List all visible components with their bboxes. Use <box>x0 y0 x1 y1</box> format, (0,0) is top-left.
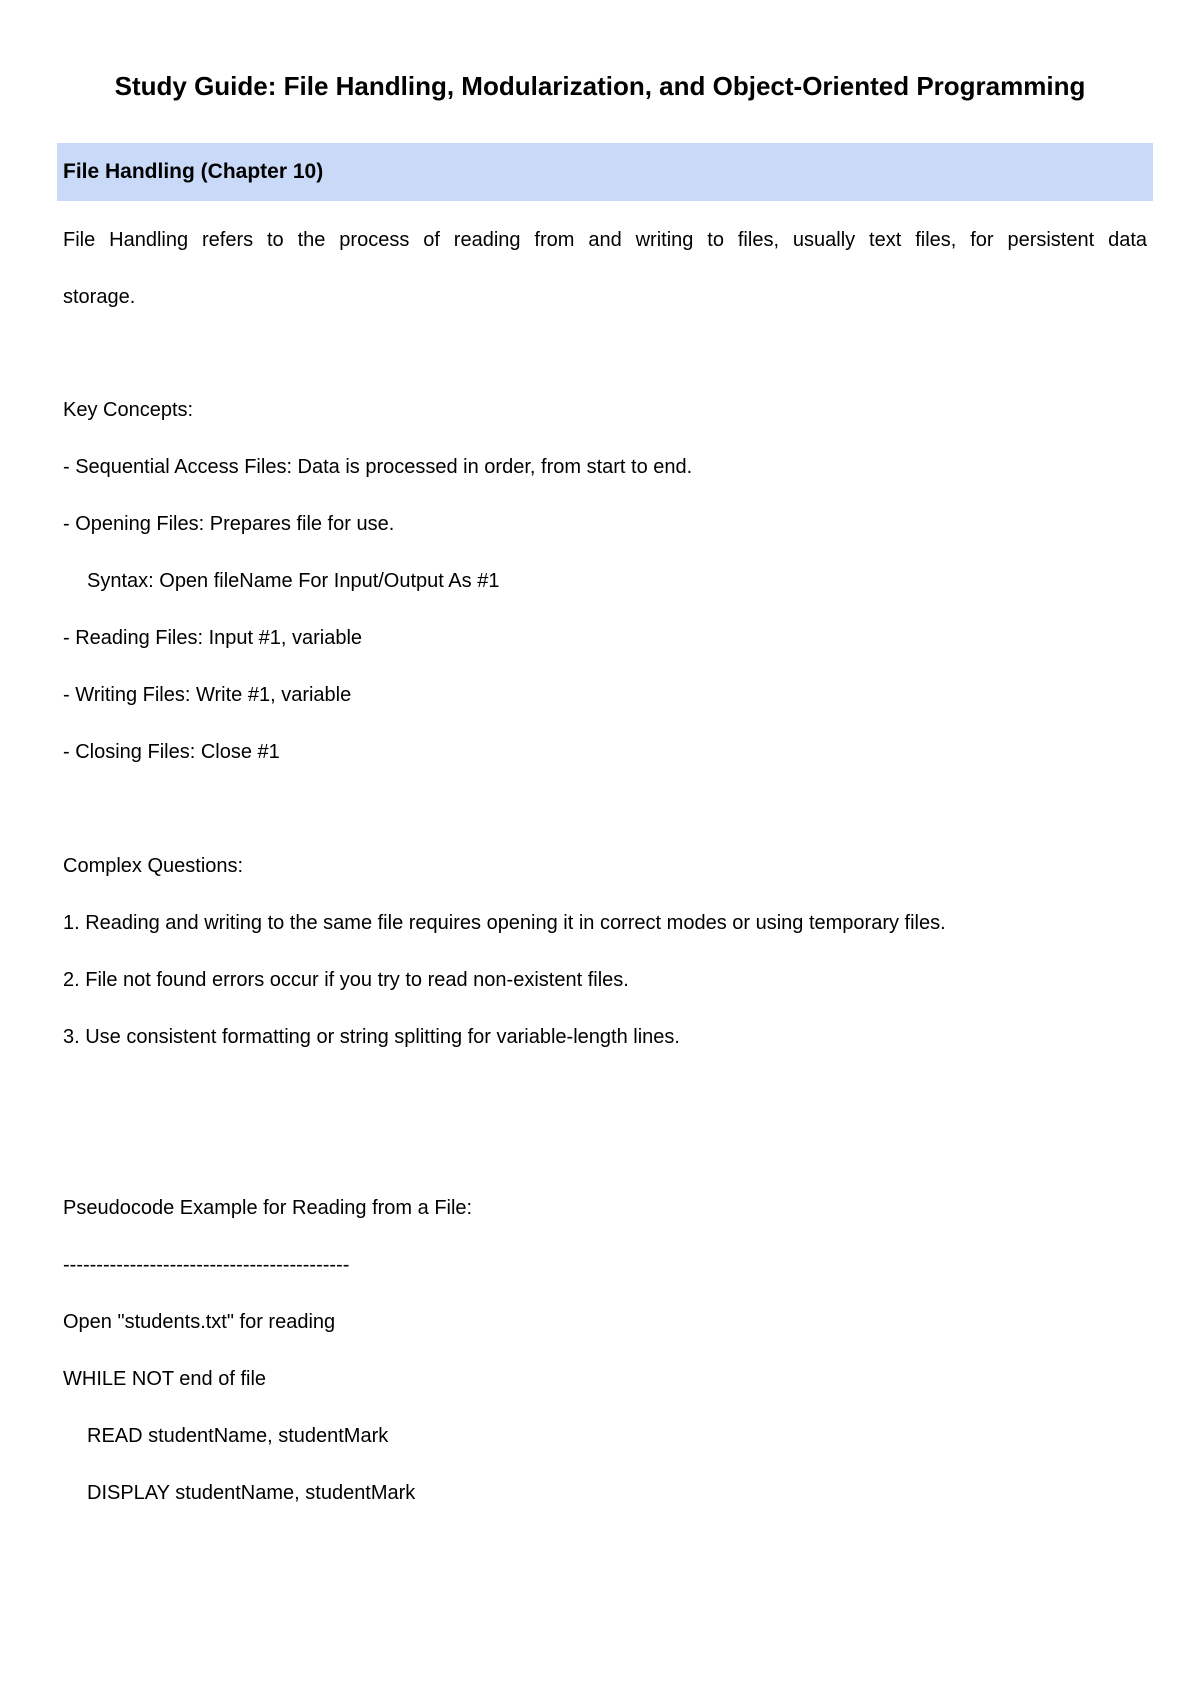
key-concept-item: - Reading Files: Input #1, variable <box>63 627 363 649</box>
complex-questions-heading: Complex Questions: <box>63 855 244 877</box>
pseudocode-heading: Pseudocode Example for Reading from a File: <box>63 1197 473 1219</box>
pseudocode-line-indented: READ studentName, studentMark <box>87 1425 389 1447</box>
key-concept-item: - Closing Files: Close #1 <box>63 741 280 763</box>
document-title: Study Guide: File Handling, Modularization, and Object-Oriented Programming <box>114 71 1086 101</box>
section-header <box>57 143 1153 201</box>
key-concept-item: - Sequential Access Files: Data is processed in order, from start to end. <box>63 456 693 478</box>
key-concept-syntax: Syntax: Open fileName For Input/Output As #1 <box>87 570 500 592</box>
pseudocode-separator: ------------------------------------------- <box>63 1254 350 1276</box>
complex-question-item: 2. File not found errors occur if you try to read non-existent files. <box>63 969 629 991</box>
pseudocode-line: WHILE NOT end of file <box>63 1368 267 1390</box>
complex-question-item: 1. Reading and writing to the same file requires opening it in correct modes or using temporary files. <box>63 912 946 934</box>
key-concepts-heading: Key Concepts: <box>63 399 194 421</box>
pseudocode-line-indented: DISPLAY studentName, studentMark <box>87 1482 416 1504</box>
pseudocode-line: Open "students.txt" for reading <box>63 1311 336 1333</box>
section-heading: File Handling (Chapter 10) <box>63 160 324 183</box>
complex-question-item: 3. Use consistent formatting or string splitting for variable-length lines. <box>63 1026 680 1048</box>
intro-paragraph-line-1: File Handling refers to the process of reading from and writing to files, usually text files, for persistent data <box>63 229 1147 251</box>
key-concept-item: - Opening Files: Prepares file for use. <box>63 513 395 535</box>
intro-paragraph-line-2: storage. <box>63 286 136 308</box>
key-concept-item: - Writing Files: Write #1, variable <box>63 684 352 706</box>
